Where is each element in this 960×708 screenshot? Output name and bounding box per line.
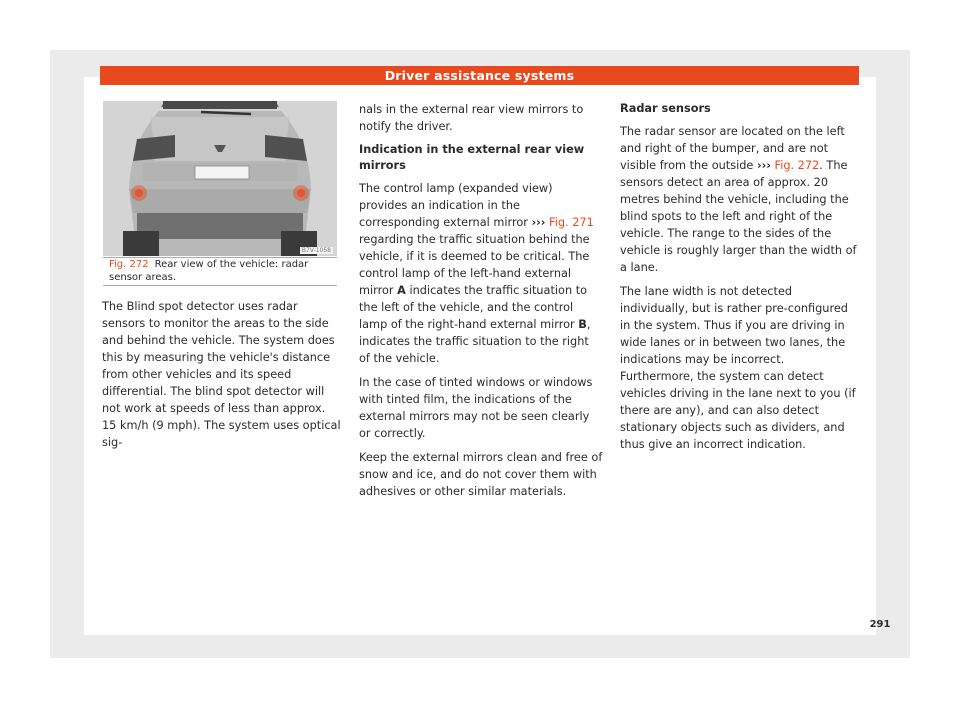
column-right	[620, 101, 860, 460]
text-run: The control lamp (expanded view) provides an indication in the corresponding external mirror	[359, 182, 553, 229]
text-run: regarding the traffic situation behind the vehicle, if it is deemed to be critical. The control lamp of the left-hand external mirror	[359, 233, 590, 297]
paragraph: nals in the external rear view mirrors to notify the driver.	[359, 103, 584, 133]
paragraph	[620, 123, 860, 276]
paragraph: The Blind spot detector uses radar sensors to monitor the areas to the side and behind the vehicle. The system does this by measuring the vehicle's distance from other vehicles and its speed differential. The blind spot detector will not work at speeds of less than approx. 15 km/h (9 mph). The system uses optical sig-	[102, 300, 341, 449]
mirror-label-a: A	[397, 284, 406, 297]
caption-divider	[103, 285, 337, 286]
section-header: Driver assistance systems	[100, 66, 859, 85]
text-run: . The sensors detect an area of approx. 20 metres behind the vehicle, including the blind spots to the left and right of the vehicle. The range to the sides of the vehicle is roughly larger than the width of a lane.	[620, 159, 857, 274]
vehicle-rear-figure	[103, 101, 337, 256]
vehicle-rear-illustration	[103, 101, 337, 256]
paragraph: The lane width is not detected individually, but is rather pre-configured in the system. Thus if you are driving in wide lanes or in between two lanes, the indications may be incorrect. Furthermore, the system can detect vehicles driving in the lane next to you (if there are any), and can also detect stationary objects such as dividers, and thus give an incorrect indication.	[620, 285, 856, 451]
text-run: The radar sensor are located on the left and right of the bumper, and are not visible from the outside	[620, 125, 845, 172]
page-number: 291	[869, 619, 891, 630]
caption-text: Rear view of the vehicle: radar sensor areas.	[109, 259, 309, 283]
paragraph	[359, 180, 603, 367]
figure-code: B7V-1058	[301, 247, 331, 254]
column-middle	[359, 101, 603, 507]
paragraph: In the case of tinted windows or windows with tinted film, the indications of the external mirrors may not be seen clearly or correctly.	[359, 376, 593, 440]
column-left	[102, 298, 342, 458]
section-heading: Radar sensors	[620, 102, 711, 115]
figure-caption	[109, 258, 337, 284]
cross-reference-arrow: ›››	[756, 159, 771, 172]
figure-link[interactable]: Fig. 272	[774, 159, 820, 172]
figure-link[interactable]: Fig. 271	[549, 216, 594, 229]
section-heading: Indication in the external rear view mirrors	[359, 143, 585, 172]
cross-reference-arrow: ›››	[531, 216, 546, 229]
mirror-label-b: B	[578, 318, 587, 331]
paragraph: Keep the external mirrors clean and free of snow and ice, and do not cover them with adhesives or other similar materials.	[359, 451, 603, 498]
text-run: , indicates the traffic situation to the right of the vehicle.	[359, 318, 591, 365]
text-run: indicates the traffic situation to the left of the vehicle, and the control lamp of the right-hand external mirror	[359, 284, 588, 331]
caption-figure-label: Fig. 272	[109, 259, 149, 270]
